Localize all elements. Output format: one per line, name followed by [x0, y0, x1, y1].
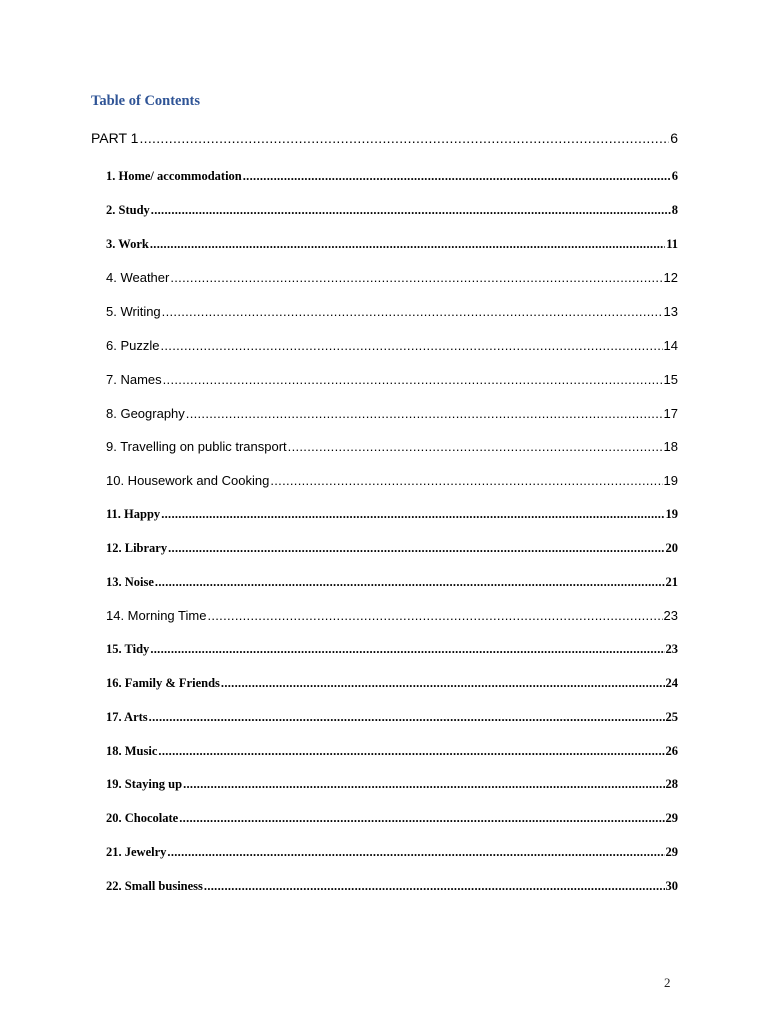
dot-leader [207, 608, 662, 623]
toc-entry-label: 22. Small business [106, 878, 203, 893]
toc-entry-label: 8. Geography [106, 405, 185, 421]
dot-leader [183, 777, 664, 792]
dot-leader [155, 575, 665, 590]
toc-entry-label: 9. Travelling on public transport [106, 439, 287, 455]
toc-entry[interactable] [106, 338, 678, 353]
toc-entry-label: PART 1 [91, 130, 139, 146]
toc-entry[interactable] [106, 676, 678, 691]
dot-leader [160, 338, 662, 353]
toc-entry-page-number: 23 [663, 608, 678, 624]
dot-leader [167, 845, 664, 860]
dot-leader [243, 169, 671, 184]
dot-leader [221, 676, 665, 691]
toc-entry-page-number: 29 [665, 845, 678, 859]
toc-entry-page-number: 26 [665, 743, 678, 758]
toc-entry-label: 4. Weather [106, 270, 170, 286]
toc-entry-page-number: 20 [665, 540, 678, 555]
toc-entry-page-number: 28 [665, 777, 678, 792]
dot-leader [204, 879, 665, 894]
dot-leader [270, 473, 662, 488]
toc-entry-label: 16. Family & Friends [106, 676, 220, 690]
toc-entry-label: 1. Home/ accommodation [106, 169, 242, 183]
toc-entry-label: 2. Study [106, 202, 150, 217]
dot-leader [151, 203, 671, 218]
toc-entry-page-number: 19 [663, 473, 678, 489]
toc-entry-page-number: 25 [665, 709, 678, 724]
toc-entry[interactable] [106, 642, 678, 657]
toc-entry[interactable] [106, 406, 678, 421]
toc-entry-page-number: 13 [663, 304, 678, 320]
toc-entry-page-number: 6 [670, 130, 678, 146]
dot-leader [158, 744, 664, 759]
toc-entry-page-number: 14 [663, 338, 678, 353]
toc-entry-label: 18. Music [106, 743, 158, 758]
dot-leader [149, 710, 665, 725]
toc-entry-page-number: 18 [663, 439, 678, 455]
toc-entry-page-number: 23 [665, 642, 678, 657]
dot-leader [168, 541, 664, 556]
toc-entry-label: 14. Morning Time [106, 608, 207, 624]
dot-leader [150, 237, 665, 252]
toc-entry-label: 7. Names [106, 371, 162, 387]
toc-entry-page-number: 30 [665, 878, 678, 893]
toc-entry-label: 12. Library [106, 540, 168, 555]
toc-entry-label: 13. Noise [106, 574, 154, 589]
toc-entry-label: 6. Puzzle [106, 338, 160, 353]
toc-entry[interactable] [106, 270, 678, 285]
toc-entry-page-number: 24 [665, 676, 678, 690]
toc-entry[interactable] [106, 439, 678, 454]
dot-leader [163, 372, 663, 387]
toc-entry[interactable] [106, 473, 678, 488]
toc-entry-page-number: 21 [665, 574, 678, 589]
toc-entry-label: 20. Chocolate [106, 811, 179, 826]
dot-leader [288, 439, 663, 454]
dot-leader [139, 130, 669, 146]
toc-entry-page-number: 6 [671, 169, 678, 183]
dot-leader [186, 406, 663, 421]
toc-entry-label: 21. Jewelry [106, 845, 167, 859]
toc-entry-label: 5. Writing [106, 304, 161, 320]
dot-leader [162, 304, 663, 319]
toc-entry-label: 3. Work [106, 236, 149, 251]
toc-entry-page-number: 29 [665, 811, 678, 826]
toc-entry[interactable] [106, 304, 678, 319]
toc-entry[interactable] [106, 575, 678, 590]
toc-entry-page-number: 11 [666, 236, 678, 251]
dot-leader [161, 507, 664, 522]
toc-entry[interactable] [106, 811, 678, 826]
toc-entry-part[interactable] [91, 130, 678, 146]
toc-entry[interactable] [106, 237, 678, 252]
toc-entry-page-number: 12 [663, 270, 678, 286]
toc-entry[interactable] [106, 710, 678, 725]
toc-entry-label: 19. Staying up [106, 777, 183, 792]
toc-entry[interactable] [106, 744, 678, 759]
toc-entry[interactable] [106, 608, 678, 623]
toc-entry[interactable] [106, 845, 678, 860]
toc-entry[interactable] [106, 879, 678, 894]
toc-entry-page-number: 17 [663, 405, 678, 421]
toc-entry-page-number: 19 [665, 507, 678, 521]
toc-entry-label: 11. Happy [106, 507, 161, 521]
dot-leader [150, 642, 664, 657]
toc-entry[interactable] [106, 541, 678, 556]
dot-leader [179, 811, 664, 826]
toc-entry-page-number: 8 [671, 202, 678, 217]
toc-entry-label: 10. Housework and Cooking [106, 473, 270, 489]
dot-leader [170, 270, 662, 285]
page-number: 2 [664, 975, 671, 990]
toc-entry-page-number: 15 [663, 371, 678, 387]
toc-heading: Table of Contents [91, 93, 201, 109]
toc-entry[interactable] [106, 372, 678, 387]
toc-entry-label: 15. Tidy [106, 642, 150, 657]
toc-entry[interactable] [106, 203, 678, 218]
toc-entry[interactable] [106, 507, 678, 522]
toc-entry-label: 17. Arts [106, 709, 148, 724]
toc-entry[interactable] [106, 777, 678, 792]
toc-entry[interactable] [106, 169, 678, 184]
